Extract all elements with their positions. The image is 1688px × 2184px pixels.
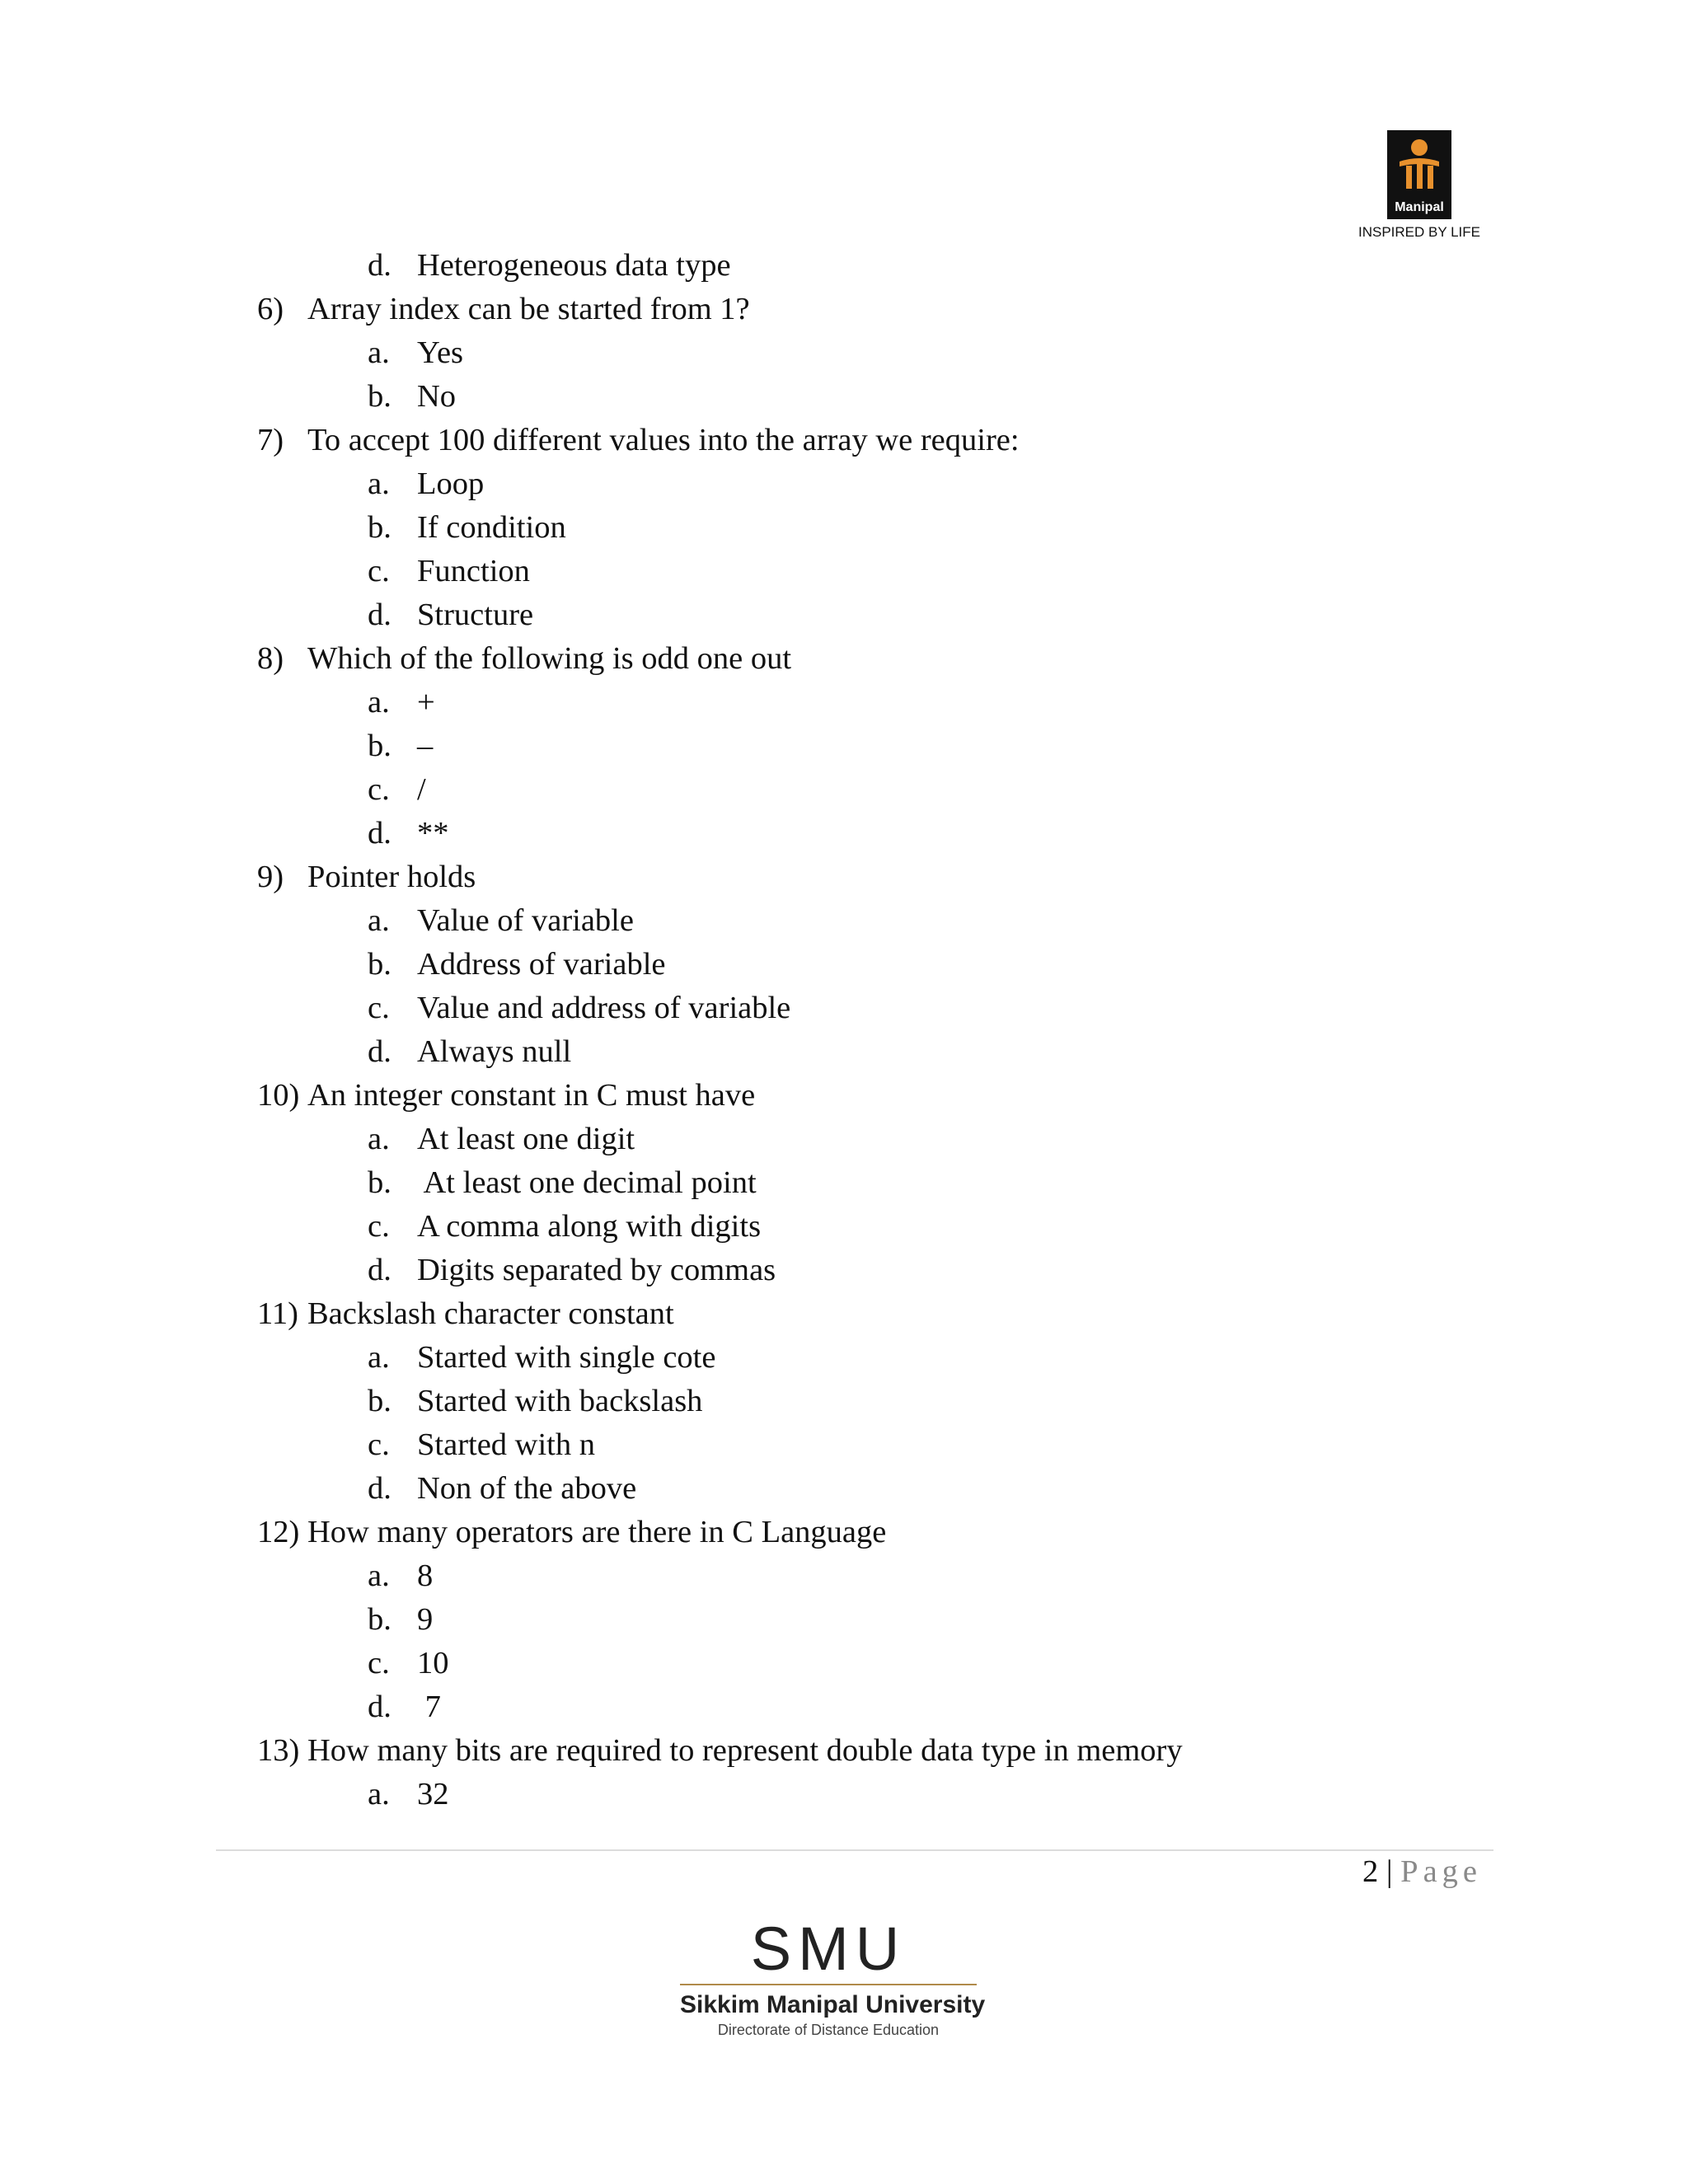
option-letter: d. <box>368 1690 392 1724</box>
option-text: Address of variable <box>417 947 666 982</box>
option-letter: c. <box>368 554 390 588</box>
question-text: How many operators are there in C Language <box>307 1515 887 1549</box>
option-letter: d. <box>368 1253 392 1287</box>
question-text: An integer constant in C must have <box>307 1078 756 1113</box>
smu-title: SMU <box>750 1915 907 1983</box>
footer-divider <box>216 1849 1493 1851</box>
option-text: No <box>417 379 457 414</box>
option-text: At least one decimal point <box>417 1165 757 1200</box>
directorate-name: Directorate of Distance Education <box>717 2022 940 2038</box>
option-letter: a. <box>368 685 390 719</box>
question-number: 8) <box>257 641 284 676</box>
option-line <box>0 1249 1688 1292</box>
question-line <box>0 855 1688 899</box>
option-text: 10 <box>417 1646 449 1680</box>
option-text: Non of the above <box>417 1471 637 1506</box>
smu-logo <box>680 1915 986 2040</box>
question-line <box>0 1292 1688 1336</box>
option-letter: b. <box>368 1165 392 1200</box>
option-line <box>0 550 1688 593</box>
option-text: Yes <box>417 335 464 370</box>
option-text: Value and address of variable <box>417 991 791 1025</box>
university-name: Sikkim Manipal University <box>680 1991 986 2018</box>
question-number: 12) <box>257 1515 300 1549</box>
option-text: Value of variable <box>417 903 634 938</box>
option-letter: b. <box>368 947 392 982</box>
question-text: Which of the following is odd one out <box>307 641 792 676</box>
option-line <box>0 812 1688 855</box>
option-letter: b. <box>368 1384 392 1418</box>
option-letter: b. <box>368 510 392 545</box>
option-line <box>0 724 1688 768</box>
option-line <box>0 1773 1688 1816</box>
option-text: A comma along with digits <box>417 1209 762 1244</box>
option-text: Started with single cote <box>417 1340 716 1375</box>
manipal-emblem-icon <box>1387 130 1451 219</box>
page-number-separator: | <box>1386 1854 1393 1889</box>
page-label: Page <box>1400 1854 1482 1889</box>
question-number: 6) <box>257 292 284 326</box>
option-text: 8 <box>417 1558 434 1593</box>
option-text: – <box>417 729 434 763</box>
question-line <box>0 637 1688 681</box>
option-line <box>0 506 1688 550</box>
option-line <box>0 462 1688 506</box>
option-text: Started with n <box>417 1427 595 1462</box>
option-line <box>0 899 1688 943</box>
question-line <box>0 1074 1688 1118</box>
option-line <box>0 593 1688 637</box>
logo-tagline: INSPIRED BY LIFE <box>1357 224 1480 240</box>
option-text: Loop <box>417 466 485 501</box>
option-text: 32 <box>417 1777 449 1811</box>
option-line <box>0 1118 1688 1161</box>
option-letter: d. <box>368 1034 392 1069</box>
option-letter: b. <box>368 729 392 763</box>
option-text: Digits separated by commas <box>417 1253 776 1287</box>
question-line <box>0 1729 1688 1773</box>
question-number: 11) <box>257 1296 298 1331</box>
option-letter: c. <box>368 991 390 1025</box>
question-line <box>0 288 1688 331</box>
option-line <box>0 1030 1688 1074</box>
option-letter: a. <box>368 1558 390 1593</box>
option-text: If condition <box>417 510 566 545</box>
option-line <box>0 768 1688 812</box>
option-text: / <box>417 772 426 807</box>
option-letter: c. <box>368 1427 390 1462</box>
option-line <box>0 331 1688 375</box>
option-text: Structure <box>417 598 534 632</box>
question-number: 9) <box>257 860 284 894</box>
option-letter: d. <box>368 1471 392 1506</box>
question-list <box>0 244 1688 1816</box>
question-line <box>0 419 1688 462</box>
page-number-value: 2 <box>1362 1854 1379 1889</box>
option-letter: c. <box>368 772 390 807</box>
option-letter: b. <box>368 379 392 414</box>
option-line <box>0 1336 1688 1380</box>
option-letter: d. <box>368 816 392 851</box>
option-line <box>0 1423 1688 1467</box>
option-text: At least one digit <box>417 1122 635 1156</box>
option-text: Function <box>417 554 530 588</box>
option-letter: c. <box>368 1646 390 1680</box>
option-line <box>0 244 1688 288</box>
option-letter: a. <box>368 466 390 501</box>
logo-wordmark: Manipal <box>1395 200 1444 214</box>
option-line <box>0 1161 1688 1205</box>
option-text: 9 <box>417 1602 434 1637</box>
option-letter: a. <box>368 1340 390 1375</box>
option-line <box>0 987 1688 1030</box>
question-number: 13) <box>257 1733 300 1768</box>
option-line <box>0 1598 1688 1642</box>
question-text: Backslash character constant <box>307 1296 674 1331</box>
question-text: Array index can be started from 1? <box>307 292 750 326</box>
option-letter: a. <box>368 1122 390 1156</box>
option-line <box>0 943 1688 987</box>
option-line <box>0 1467 1688 1511</box>
question-line <box>0 1511 1688 1554</box>
option-line <box>0 375 1688 419</box>
question-number: 10) <box>257 1078 300 1113</box>
option-letter: c. <box>368 1209 390 1244</box>
option-text: Started with backslash <box>417 1384 703 1418</box>
option-line <box>0 1642 1688 1685</box>
option-letter: a. <box>368 1777 390 1811</box>
question-text: To accept 100 different values into the array we require: <box>307 423 1020 457</box>
option-text: Always null <box>417 1034 572 1069</box>
option-line <box>0 1685 1688 1729</box>
option-text: ** <box>417 816 449 851</box>
option-text: Heterogeneous data type <box>417 248 731 283</box>
manipal-logo <box>1353 130 1485 241</box>
question-text: Pointer holds <box>307 860 476 894</box>
option-text: 7 <box>417 1690 441 1724</box>
option-letter: a. <box>368 903 390 938</box>
option-letter: d. <box>368 248 392 283</box>
option-letter: a. <box>368 335 390 370</box>
question-number: 7) <box>257 423 284 457</box>
option-letter: b. <box>368 1602 392 1637</box>
option-line <box>0 1380 1688 1423</box>
option-line <box>0 1205 1688 1249</box>
smu-divider <box>680 1984 977 1985</box>
option-letter: d. <box>368 598 392 632</box>
option-line <box>0 1554 1688 1598</box>
option-text: + <box>417 685 435 719</box>
option-line <box>0 681 1688 724</box>
question-text: How many bits are required to represent double data type in memory <box>307 1733 1183 1768</box>
page-number <box>1362 1851 1482 1892</box>
